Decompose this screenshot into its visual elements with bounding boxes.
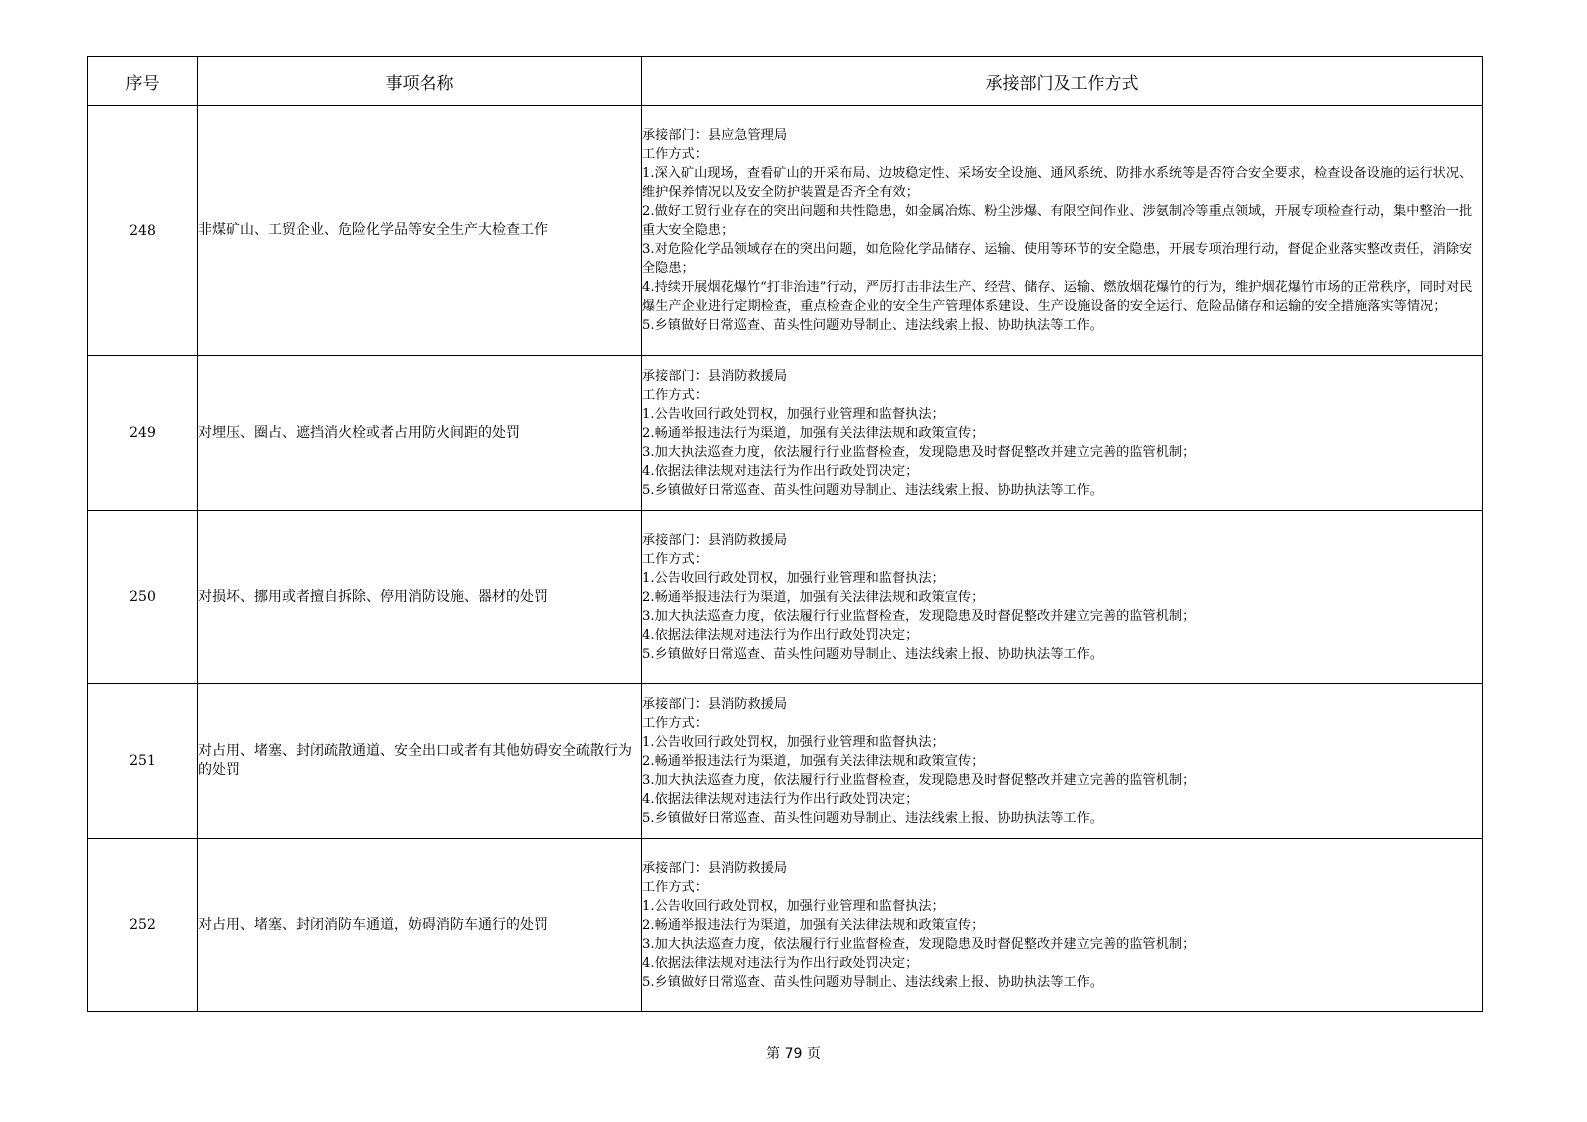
row-department-and-method <box>642 106 1483 356</box>
dept-line: 4.依据法律法规对违法行为作出行政处罚决定； <box>642 955 919 971</box>
dept-line: 5.乡镇做好日常巡查、苗头性问题劝导制止、违法线索上报、协助执法等工作。 <box>642 810 1103 826</box>
dept-line: 4.持续开展烟花爆竹“打非治违”行动，严厉打击非法生产、经营、储存、运输、燃放烟花爆竹的行为，维护烟花爆竹市场的正常秩序，同时对民爆生产企业进行定期检查，重点检查企业的安全生产管理体系建设、生产设施设备的安全运行、危险品储存和运输的安全措施落实等情况； <box>642 280 1473 314</box>
items-table <box>87 56 1483 1012</box>
dept-line: 2.畅通举报违法行为渠道，加强有关法律法规和政策宣传； <box>642 589 985 605</box>
table-row <box>88 839 1483 1012</box>
table-row <box>88 684 1483 839</box>
header-item-name: 事项名称 <box>198 57 642 106</box>
dept-line: 3.对危险化学品领域存在的突出问题，如危险化学品储存、运输、使用等环节的安全隐患，开展专项治理行动，督促企业落实整改责任，消除安全隐患； <box>642 242 1473 276</box>
dept-line: 4.依据法律法规对违法行为作出行政处罚决定； <box>642 627 919 643</box>
dept-line: 承接部门：县消防救援局 <box>642 860 788 876</box>
dept-line: 2.做好工贸行业存在的突出问题和共性隐患，如金属冶炼、粉尘涉爆、有限空间作业、涉氨制冷等重点领域，开展专项检查行动，集中整治一批重大安全隐患； <box>642 204 1473 238</box>
dept-line: 5.乡镇做好日常巡查、苗头性问题劝导制止、违法线索上报、协助执法等工作。 <box>642 646 1103 662</box>
row-item-name: 对占用、堵塞、封闭消防车通道，妨碍消防车通行的处罚 <box>198 839 642 1012</box>
row-serial-number: 248 <box>88 106 198 356</box>
header-department-and-method: 承接部门及工作方式 <box>642 57 1483 106</box>
dept-line: 5.乡镇做好日常巡查、苗头性问题劝导制止、违法线索上报、协助执法等工作。 <box>642 974 1103 990</box>
dept-line: 2.畅通举报违法行为渠道，加强有关法律法规和政策宣传； <box>642 917 985 933</box>
row-item-name: 对损坏、挪用或者擅自拆除、停用消防设施、器材的处罚 <box>198 511 642 684</box>
dept-line: 3.加大执法巡查力度，依法履行行业监督检查，发现隐患及时督促整改并建立完善的监管机制； <box>642 444 1196 460</box>
table-row <box>88 356 1483 511</box>
dept-line: 工作方式： <box>642 715 708 731</box>
row-department-and-method <box>642 356 1483 511</box>
row-department-and-method <box>642 511 1483 684</box>
dept-line: 1.公告收回行政处罚权，加强行业管理和监督执法； <box>642 734 945 750</box>
row-serial-number: 252 <box>88 839 198 1012</box>
table-body <box>88 106 1483 1012</box>
header-serial-number: 序号 <box>88 57 198 106</box>
dept-line: 1.公告收回行政处罚权，加强行业管理和监督执法； <box>642 570 945 586</box>
row-department-and-method <box>642 684 1483 839</box>
row-department-and-method <box>642 839 1483 1012</box>
dept-line: 4.依据法律法规对违法行为作出行政处罚决定； <box>642 463 919 479</box>
header-row <box>88 57 1483 106</box>
dept-line: 承接部门：县消防救援局 <box>642 532 788 548</box>
dept-line: 3.加大执法巡查力度，依法履行行业监督检查，发现隐患及时督促整改并建立完善的监管机制； <box>642 936 1196 952</box>
dept-line: 工作方式： <box>642 551 708 567</box>
table-row <box>88 106 1483 356</box>
dept-line: 承接部门：县消防救援局 <box>642 368 788 384</box>
dept-line: 1.公告收回行政处罚权，加强行业管理和监督执法； <box>642 898 945 914</box>
dept-line: 1.深入矿山现场，查看矿山的开采布局、边坡稳定性、采场安全设施、通风系统、防排水系统等是否符合安全要求，检查设备设施的运行状况、维护保养情况以及安全防护装置是否齐全有效； <box>642 166 1473 200</box>
dept-line: 承接部门：县应急管理局 <box>642 128 788 143</box>
dept-line: 3.加大执法巡查力度，依法履行行业监督检查，发现隐患及时督促整改并建立完善的监管机制； <box>642 608 1196 624</box>
dept-line: 5.乡镇做好日常巡查、苗头性问题劝导制止、违法线索上报、协助执法等工作。 <box>642 318 1103 333</box>
row-item-name: 非煤矿山、工贸企业、危险化学品等安全生产大检查工作 <box>198 106 642 356</box>
row-item-name: 对占用、堵塞、封闭疏散通道、安全出口或者有其他妨碍安全疏散行为的处罚 <box>198 684 642 839</box>
page-number: 第 79 页 <box>766 1046 821 1062</box>
table-row <box>88 511 1483 684</box>
dept-line: 工作方式： <box>642 879 708 895</box>
dept-line: 2.畅通举报违法行为渠道，加强有关法律法规和政策宣传； <box>642 753 985 769</box>
dept-line: 1.公告收回行政处罚权，加强行业管理和监督执法； <box>642 406 945 422</box>
dept-line: 2.畅通举报违法行为渠道，加强有关法律法规和政策宣传； <box>642 425 985 441</box>
table-header <box>88 57 1483 106</box>
dept-line: 5.乡镇做好日常巡查、苗头性问题劝导制止、违法线索上报、协助执法等工作。 <box>642 482 1103 498</box>
dept-line: 工作方式： <box>642 147 708 162</box>
row-serial-number: 250 <box>88 511 198 684</box>
row-serial-number: 249 <box>88 356 198 511</box>
row-item-name: 对埋压、圈占、遮挡消火栓或者占用防火间距的处罚 <box>198 356 642 511</box>
dept-line: 承接部门：县消防救援局 <box>642 696 788 712</box>
dept-line: 工作方式： <box>642 387 708 403</box>
dept-line: 4.依据法律法规对违法行为作出行政处罚决定； <box>642 791 919 807</box>
dept-line: 3.加大执法巡查力度，依法履行行业监督检查，发现隐患及时督促整改并建立完善的监管机制； <box>642 772 1196 788</box>
row-serial-number: 251 <box>88 684 198 839</box>
